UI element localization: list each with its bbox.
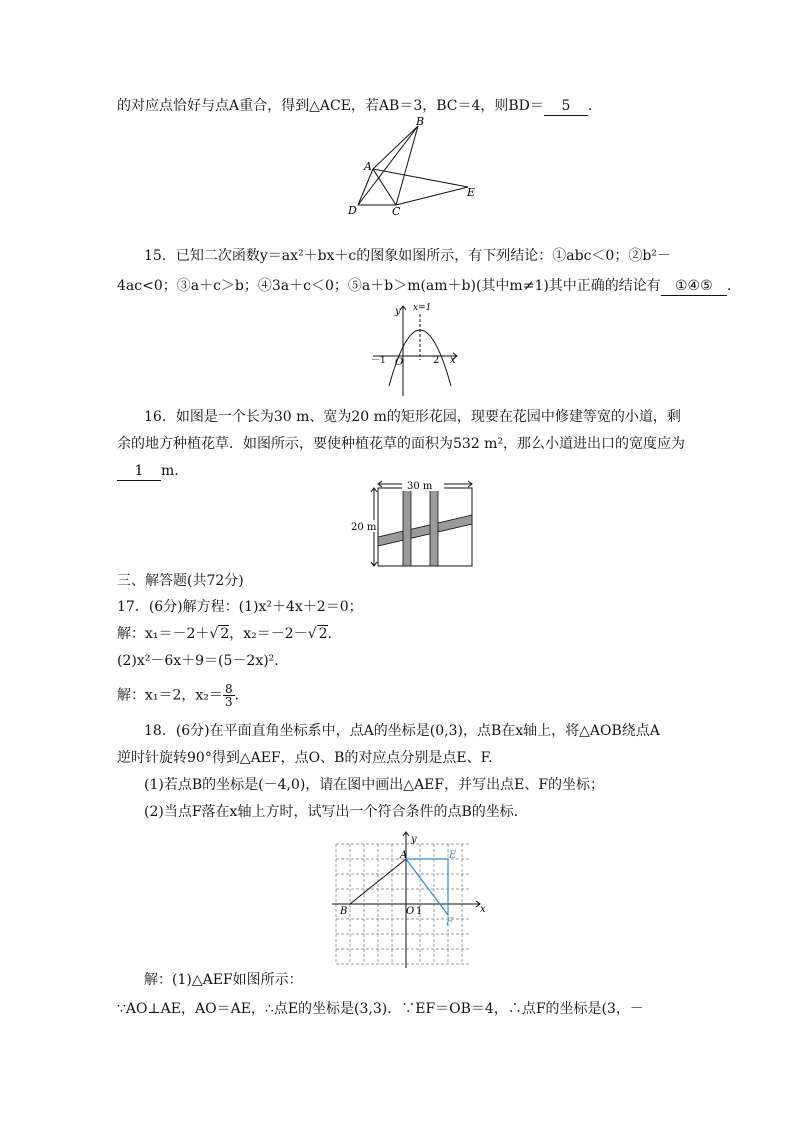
q15-answer: ①④⑤ (661, 277, 727, 296)
q18-label-e: E (449, 850, 457, 861)
q18-label-a: A (400, 850, 408, 861)
sqrt-symbol: √ (307, 626, 317, 642)
q16-label-width: 30 m (407, 481, 433, 492)
q15-label-y: y (395, 306, 401, 317)
sqrt-arg: 2 (318, 626, 328, 642)
q18-label-y: y (411, 834, 417, 845)
q14-label-e: E (467, 186, 476, 199)
q18-solution2: ∵AO⊥AE，AO＝AE，∴点E的坐标是(3,3)．∵EF＝OB＝4，∴点F的坐标是(3，－ (117, 1001, 644, 1017)
q18-part1: (1)若点B的坐标是(－4,0)，请在图中画出△AEF，并写出点E、F的坐标； (144, 777, 605, 793)
q18-label-b: B (340, 906, 348, 917)
q16-line3 (117, 461, 179, 481)
q18-solution1: 解：(1)△AEF如图所示： (144, 972, 303, 988)
q14-period: . (587, 98, 593, 114)
q18-part2: (2)当点F落在x轴上方时，试写出一个符合条件的点B的坐标． (144, 804, 528, 820)
q16-unit: m. (161, 463, 179, 479)
q18-label-1: 1 (416, 906, 423, 917)
fraction-numerator: 8 (224, 682, 233, 696)
fraction (223, 683, 235, 708)
sqrt-symbol: √ (209, 626, 219, 642)
q17-solution2 (117, 683, 239, 708)
q14-figure (340, 115, 485, 220)
q14-answer: 5 (544, 97, 588, 116)
q14-label-d: D (348, 204, 357, 217)
q15-figure (365, 302, 465, 398)
q16-line2: 余的地方种植花草．如图所示，要使种植花草的面积为532 m²，那么小道进出口的宽度应为 (117, 436, 686, 452)
q16-answer: 1 (117, 462, 161, 481)
q16-label-height: 20 m (351, 522, 377, 533)
q14-label-a: A (364, 160, 372, 173)
q14-text: 的对应点恰好与点A重合，得到△ACE，若AB＝3，BC＝4，则BD＝ (117, 98, 544, 114)
q18-line2: 逆时针旋转90°得到△AEF，点O、B的对应点分别是点E、F. (117, 750, 493, 766)
q15-label-2: 2 (433, 355, 440, 366)
q17-sol1-end: . (327, 626, 332, 642)
q15-label-x: x (450, 355, 456, 366)
q18-label-f: F (446, 917, 453, 928)
q18-label-x: x (480, 904, 486, 915)
q18-line1: 18．(6分)在平面直角坐标系中，点A的坐标是(0,3)，点B在x轴上，将△AOB绕点A (144, 723, 660, 739)
sqrt-arg: 2 (220, 626, 230, 642)
q17-sol2-end: . (234, 687, 240, 704)
q18-label-o: O (406, 906, 415, 917)
q14-line1 (117, 96, 592, 116)
fraction-denominator: 3 (224, 695, 233, 709)
q18-figure (330, 828, 492, 970)
q17-sol2-a: 解：x₁＝2，x₂＝ (117, 687, 223, 704)
q17-prompt: 17．(6分)解方程：(1)x²＋4x＋2＝0； (117, 599, 363, 615)
q15-label-axis: x=1 (413, 303, 432, 313)
q17-sol1-a: 解：x₁＝－2＋ (117, 626, 210, 642)
q15-label-neg1: －1 (371, 356, 386, 366)
q15-period: . (726, 278, 732, 294)
q14-label-c: C (392, 205, 401, 218)
q17-part2: (2)x²－6x＋9＝(5－2x)². (117, 653, 279, 669)
q15-label-o: O (395, 357, 404, 368)
q17-solution1 (117, 624, 332, 644)
section3-title: 三、解答题(共72分) (117, 573, 244, 589)
q14-label-b: B (416, 115, 425, 128)
q17-sol1-b: ，x₂＝－2－ (229, 626, 308, 642)
q15-text: 4ac<0；③a＋c＞b；④3a＋c＜0；⑤a＋b＞m(am＋b)(其中m≠1)其中正确的结论有 (117, 278, 661, 294)
q16-figure (350, 478, 480, 570)
q16-line1: 16．如图是一个长为30 m、宽为20 m的矩形花园，现要在花园中修建等宽的小道，剩 (144, 409, 681, 425)
q15-line2 (117, 276, 731, 296)
q15-line1: 15．已知二次函数y＝ax²＋bx＋c的图象如图所示，有下列结论：①abc＜0；②b²－ (144, 248, 671, 264)
